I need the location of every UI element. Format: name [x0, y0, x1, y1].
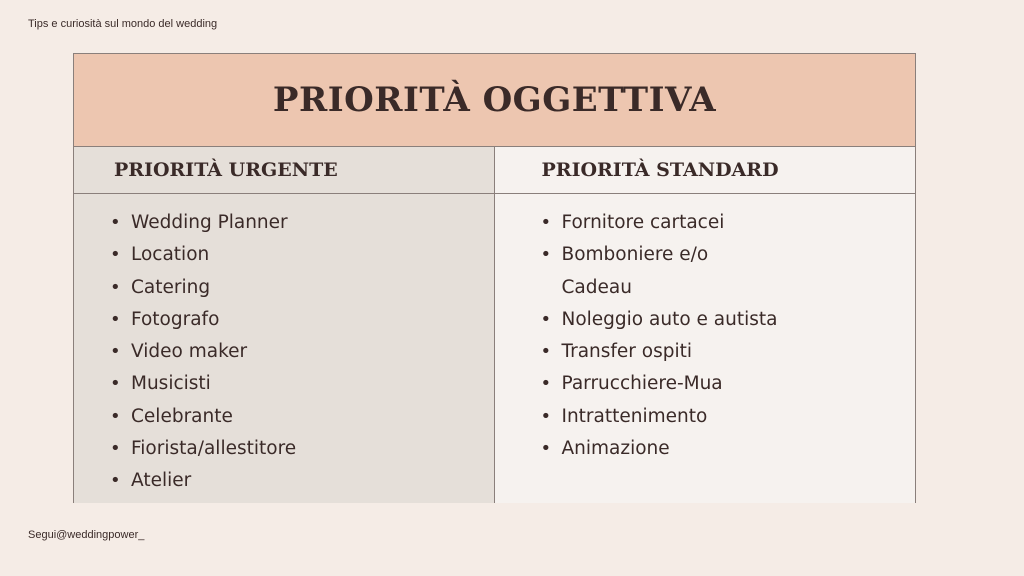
- bullet-icon: •: [110, 373, 121, 395]
- list-item: • Intrattenimento: [541, 401, 916, 433]
- list-item: • Bomboniere e/o Cadeau: [541, 239, 916, 304]
- list-item: • Animazione: [541, 433, 916, 465]
- bullet-icon: •: [110, 438, 121, 460]
- list-item: • Video maker: [110, 336, 494, 368]
- list-item: • Transfer ospiti: [541, 336, 916, 368]
- list-item: • Atelier: [110, 465, 494, 497]
- list-item: • Parrucchiere-Mua: [541, 368, 916, 400]
- bullet-icon: •: [540, 405, 552, 427]
- bullet-icon: •: [110, 212, 121, 233]
- list-item: • Musicisti: [110, 368, 494, 400]
- list-item: • Fornitore cartacei: [541, 207, 916, 239]
- urgent-column: [74, 147, 495, 503]
- bullet-icon: •: [540, 244, 552, 266]
- list-item: • Location: [110, 239, 494, 271]
- list-item: • Celebrante: [110, 401, 494, 433]
- list-item: • Fiorista/allestitore: [110, 433, 494, 465]
- list-item: • Noleggio auto e autista: [541, 304, 916, 336]
- bullet-icon: •: [110, 470, 121, 492]
- priority-table: [73, 53, 916, 503]
- bullet-icon: •: [540, 212, 552, 233]
- list-item: • Catering: [110, 272, 494, 304]
- list-item: • Wedding Planner: [110, 207, 494, 239]
- urgent-column-heading: PRIORITÀ URGENTE: [74, 147, 494, 194]
- bullet-icon: •: [540, 308, 552, 330]
- standard-column-heading: PRIORITÀ STANDARD: [495, 147, 916, 194]
- bullet-icon: •: [110, 405, 121, 427]
- bullet-icon: •: [110, 276, 121, 298]
- bullet-icon: •: [540, 373, 552, 395]
- bullet-icon: •: [540, 438, 552, 460]
- table-title: PRIORITÀ OGGETTIVA: [74, 54, 915, 147]
- bullet-icon: •: [110, 244, 121, 266]
- standard-column: [495, 147, 916, 503]
- urgent-list: [74, 194, 494, 498]
- bullet-icon: •: [540, 341, 552, 363]
- table-columns: [74, 147, 915, 503]
- list-item: • Fotografo: [110, 304, 494, 336]
- bullet-icon: •: [110, 308, 121, 330]
- bottom-caption: Segui@weddingpower_: [28, 529, 145, 541]
- top-caption: Tips e curiosità sul mondo del wedding: [28, 18, 218, 30]
- bullet-icon: •: [110, 341, 121, 363]
- standard-list: [495, 194, 916, 465]
